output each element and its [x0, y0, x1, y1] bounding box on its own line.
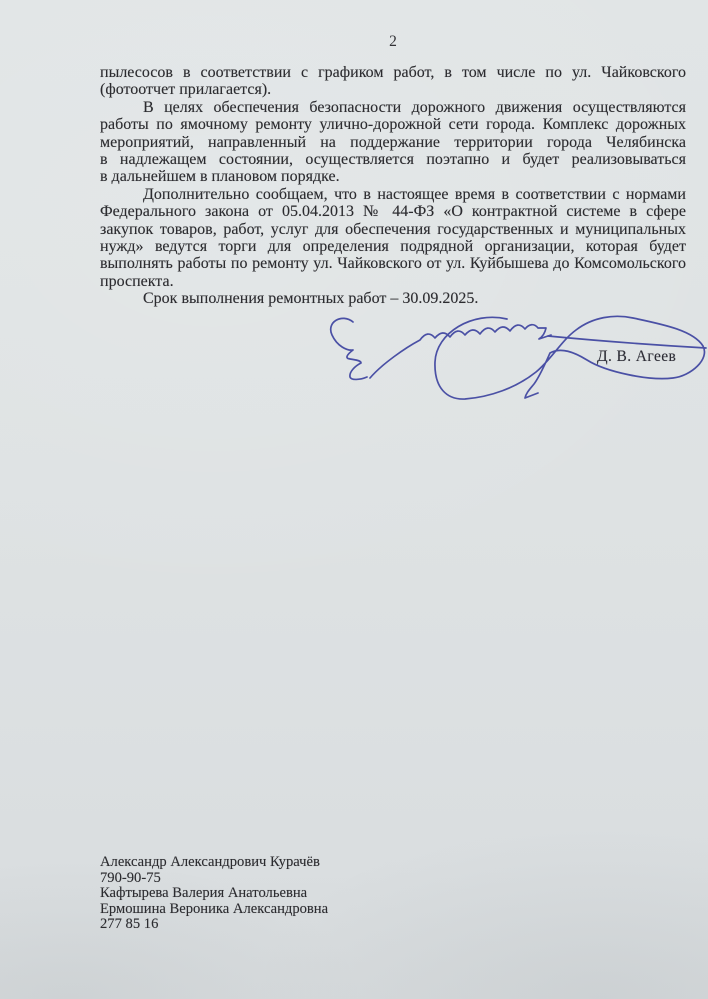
text-line: (фотоотчет прилагается). — [100, 81, 272, 99]
text-line: пылесосов в соответствии с графиком работ, в том числе по ул. Чайковского — [100, 64, 686, 81]
text-line: Дополнительно сообщаем, что в настоящее время в соответствии с нормами — [143, 185, 686, 203]
contact-line: 277 85 16 — [100, 916, 159, 932]
signatory-name: Д. В. Агеев — [597, 348, 677, 365]
text-line: выполнять работы по ремонту ул. Чайковского от ул. Куйбышева до Комсомольского — [100, 255, 686, 273]
text-line: мероприятий, направленный на поддержание территории города Челябинска — [100, 133, 686, 151]
contact-line: 790-90-75 — [100, 869, 161, 886]
text-line: Федерального закона от 05.04.2013 № 44-ФЗ «О контрактной системе в сфере — [100, 203, 686, 221]
text-line: Срок выполнения ремонтных работ – 30.09.2025. — [143, 290, 479, 308]
contact-line: Александр Александрович Курачёв — [100, 854, 320, 870]
text-line: В целях обеспечения безопасности дорожного движения осуществляются — [143, 98, 686, 116]
handwritten-signature-icon — [320, 300, 708, 430]
text-line: проспекта. — [100, 272, 174, 290]
contact-line: Ермошина Вероника Александровна — [100, 900, 329, 917]
contacts-block — [100, 855, 328, 933]
text-line: закупок товаров, работ, услуг для обеспечения государственных и муниципальных — [100, 220, 686, 238]
text-line: нужд» ведутся торги для определения подрядной организации, которая будет — [100, 237, 686, 255]
signature-block — [320, 300, 708, 430]
text-line: в надлежащем состоянии, осуществляется поэтапно и будет реализовываться — [100, 150, 686, 168]
text-line: в дальнейшем в плановом порядке. — [100, 168, 340, 186]
contact-line: Кафтырева Валерия Анатольевна — [100, 885, 308, 901]
text-line: работы по ямочному ремонту улично-дорожной сети города. Комплекс дорожных — [100, 116, 686, 134]
letter-body — [100, 64, 686, 307]
page-number: 2 — [389, 33, 397, 50]
